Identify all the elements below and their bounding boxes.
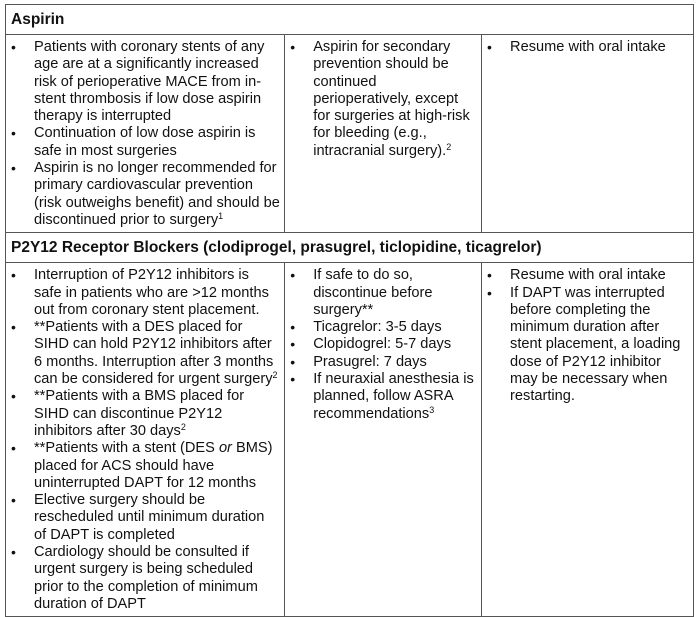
item-text: Aspirin for secondary prevention should be continued perioperatively, except for surgeries at high-risk for bleeding (e.g., intracranial surgery).: [313, 39, 470, 159]
footnote-ref: 2: [272, 370, 278, 381]
item-text: Resume with oral intake: [510, 267, 666, 284]
item-text: Cardiology should be consulted if urgent surgery is being scheduled prior to the completion of minimum duration of DAPT: [34, 544, 258, 612]
list-item: [482, 267, 689, 284]
medication-table: [5, 4, 694, 617]
item-text: Elective surgery should be rescheduled until minimum duration of DAPT is completed: [34, 492, 265, 543]
item-text: Resume with oral intake: [510, 39, 666, 55]
item-text: Continuation of low dose aspirin is safe in most surgeries: [34, 125, 256, 159]
footnote-ref: 3: [429, 404, 435, 415]
bullet-list: [6, 263, 284, 616]
bullet-list: [482, 263, 693, 408]
section-title: P2Y12 Receptor Blockers (clodiprogel, prasugrel, ticlopidine, ticagrelor): [6, 233, 694, 263]
cell-preoperative: [285, 263, 482, 617]
item-text: If safe to do so, discontinue before surgery**: [313, 267, 433, 318]
footnote-ref: 1: [218, 210, 224, 221]
item-text: Interruption of P2Y12 inhibitors is safe in patients who are >12 months out from coronary stent placement.: [34, 267, 269, 318]
item-text: If neuraxial anesthesia is planned, follow ASRA recommendations: [313, 371, 474, 422]
bullet-list: [285, 263, 481, 426]
section-title: Aspirin: [6, 5, 694, 35]
section-header-p2y12: [6, 233, 694, 263]
list-item: [285, 371, 477, 423]
section-header-aspirin: [6, 5, 694, 35]
footnote-ref: 2: [180, 421, 186, 432]
list-item: [285, 267, 477, 319]
item-text: **Patients with a DES placed for SIHD can hold P2Y12 inhibitors after 6 months. Interruption after 3 months can be considered for urgent surgery: [34, 319, 274, 388]
cell-preoperative: [285, 35, 482, 233]
list-item: [6, 160, 280, 229]
item-text: Ticagrelor: 3-5 days: [313, 319, 442, 336]
list-item: [285, 336, 477, 353]
section-row-p2y12: [6, 263, 694, 617]
section-row-aspirin: [6, 35, 694, 233]
item-text: BMS) placed for ACS should have uninterrupted DAPT for 12 months: [34, 440, 273, 491]
item-text: If DAPT was interrupted before completing the minimum duration after stent placement, a loading dose of P2Y12 inhibitor may be necessary when restarting.: [510, 284, 681, 405]
cell-considerations: [6, 263, 285, 617]
list-item: [6, 440, 280, 492]
list-item: [285, 39, 477, 160]
item-text: **Patients with a stent (DES: [34, 440, 219, 457]
item-text: or: [218, 440, 232, 457]
list-item: [285, 354, 477, 371]
cell-postoperative: [482, 35, 694, 233]
list-item: [6, 125, 280, 160]
list-item: [6, 492, 280, 544]
item-text: Clopidogrel: 5-7 days: [313, 336, 452, 353]
bullet-list: [285, 35, 481, 163]
list-item: [6, 388, 280, 440]
list-item: [6, 319, 280, 388]
footnote-ref: 2: [446, 141, 452, 152]
list-item: [285, 319, 477, 336]
item-text: Prasugrel: 7 days: [313, 353, 427, 370]
list-item: [6, 39, 280, 125]
list-item: [6, 267, 280, 319]
cell-postoperative: [482, 263, 694, 617]
item-text: Aspirin is no longer recommended for primary cardiovascular prevention (risk outweighs benefit) and should be discontinued prior to surgery: [34, 160, 280, 228]
bullet-list: [6, 35, 284, 232]
list-item: [482, 285, 689, 406]
item-text: Patients with coronary stents of any age are at a significantly increased risk of perioperative MACE from in-stent thrombosis if low dose aspirin therapy is interrupted: [34, 39, 265, 125]
item-text: **Patients with a BMS placed for SIHD can discontinue P2Y12 inhibitors after 30 days: [34, 388, 245, 439]
bullet-list: [482, 35, 693, 59]
list-item: [482, 39, 689, 56]
cell-considerations: [6, 35, 285, 233]
